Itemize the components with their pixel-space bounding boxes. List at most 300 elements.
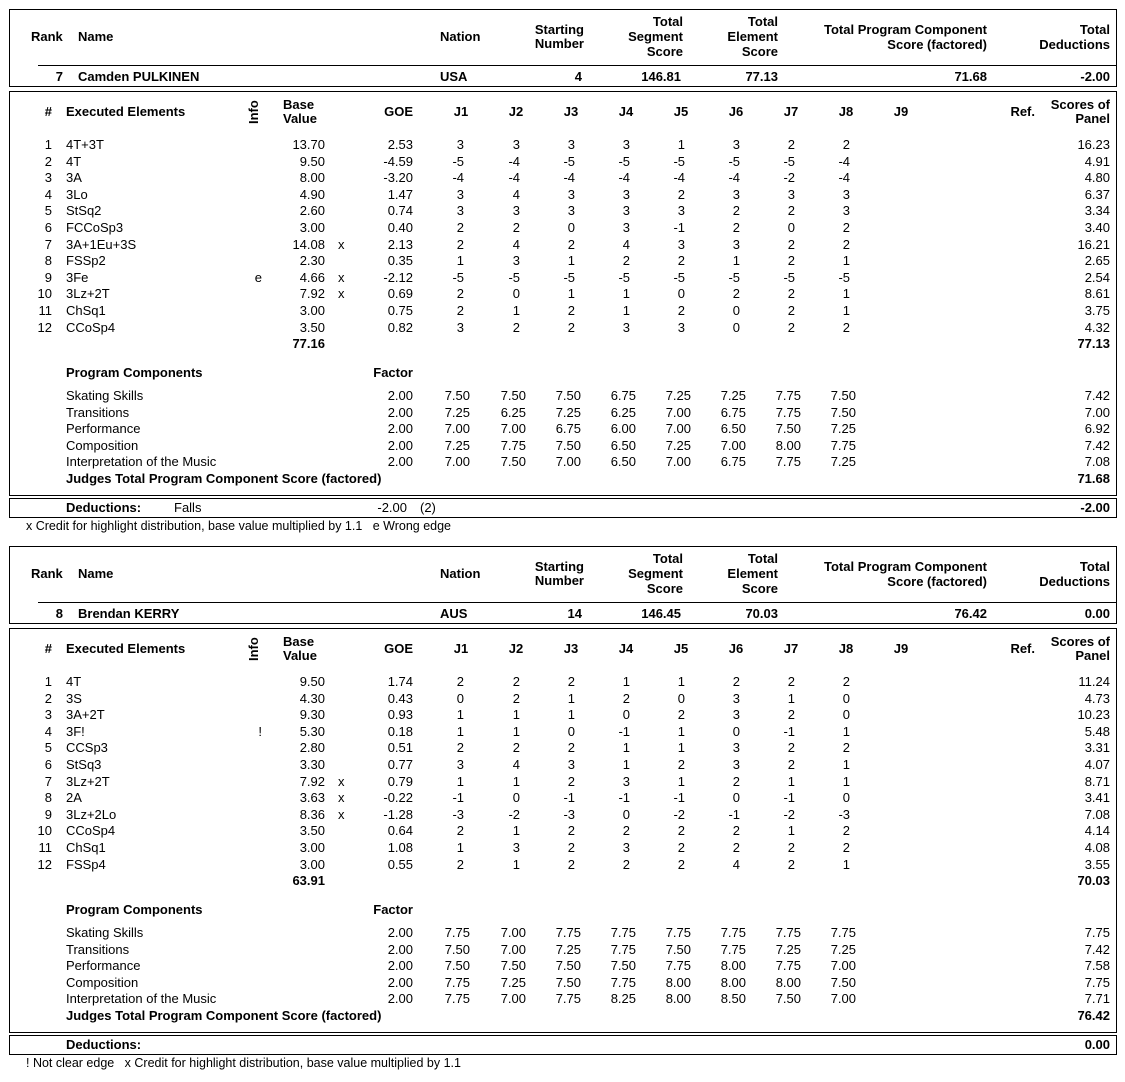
scores-of-panel-label: Panel (1075, 111, 1110, 126)
judge-8-label: J8 (838, 641, 854, 656)
element-judge-score: 3 (456, 187, 464, 202)
component-judge-score: 7.50 (500, 454, 526, 469)
element-judge-score: 0 (732, 790, 740, 805)
component-judge-score: 7.75 (775, 958, 801, 973)
element-judge-score: 1 (842, 857, 850, 872)
total-element-score-label: Total (747, 14, 778, 29)
component-judge-score: 7.00 (830, 958, 856, 973)
element-panel-score: 4.73 (1084, 691, 1110, 706)
element-base-value: 3.30 (299, 757, 325, 772)
element-goe: 0.51 (387, 740, 413, 755)
component-name: Transitions (66, 405, 130, 420)
element-info: e (254, 270, 262, 285)
component-name: Performance (66, 421, 141, 436)
element-judge-score: 2 (787, 203, 795, 218)
element-judge-score: 1 (622, 286, 630, 301)
element-goe: 0.79 (387, 774, 413, 789)
total-segment-score-label: Segment (628, 566, 683, 581)
total-deductions-label: Total (1079, 559, 1110, 574)
component-judge-score: 7.00 (500, 942, 526, 957)
component-judge-score: 6.75 (720, 405, 746, 420)
element-judge-score: 0 (677, 286, 685, 301)
element-judge-score: 2 (456, 220, 464, 235)
element-judge-score: 1 (622, 740, 630, 755)
element-number: 1 (44, 674, 52, 689)
element-goe: 0.74 (387, 203, 413, 218)
component-score: 7.71 (1084, 991, 1110, 1006)
component-judge-score: 8.00 (665, 975, 691, 990)
ref-label: Ref. (1010, 104, 1035, 119)
element-number: 1 (44, 137, 52, 152)
element-code: 3F! (66, 724, 85, 739)
element-code: FCCoSp3 (66, 220, 124, 235)
element-code: 3S (66, 691, 82, 706)
element-judge-score: -5 (618, 270, 630, 285)
element-code: StSq3 (66, 757, 102, 772)
element-judge-score: 2 (677, 823, 685, 838)
deduction-value: -2.00 (377, 500, 407, 515)
component-factor: 2.00 (387, 958, 413, 973)
component-score: 7.08 (1084, 454, 1110, 469)
element-code: 3Lo (66, 187, 88, 202)
component-judge-score: 7.75 (775, 405, 801, 420)
component-judge-score: 6.50 (610, 438, 636, 453)
info-label: Info (246, 100, 261, 124)
element-judge-score: -4 (508, 170, 520, 185)
name-label: Name (78, 566, 114, 581)
element-number: 2 (44, 691, 52, 706)
element-judge-score: 3 (456, 137, 464, 152)
element-judge-score: 2 (842, 840, 850, 855)
component-judge-score: 7.75 (775, 388, 801, 403)
element-number: 12 (37, 320, 52, 335)
element-judge-score: 2 (512, 740, 520, 755)
element-judge-score: 2 (567, 303, 575, 318)
element-panel-score: 4.80 (1084, 170, 1110, 185)
element-judge-score: 1 (677, 724, 685, 739)
element-judge-score: 2 (456, 823, 464, 838)
element-number: 8 (44, 790, 52, 805)
element-goe: 0.69 (387, 286, 413, 301)
component-judge-score: 8.25 (610, 991, 636, 1006)
element-goe: -3.20 (383, 170, 413, 185)
element-judge-score: 2 (787, 707, 795, 722)
element-number: 4 (44, 187, 52, 202)
element-number: 6 (44, 757, 52, 772)
element-judge-score: 3 (567, 203, 575, 218)
element-judge-score: 1 (622, 757, 630, 772)
component-judge-score: 7.25 (555, 942, 581, 957)
element-goe: 2.13 (387, 237, 413, 252)
judge-1-label: J1 (453, 104, 469, 119)
element-judge-score: 3 (456, 203, 464, 218)
element-judge-score: -1 (673, 220, 685, 235)
component-score: 6.92 (1084, 421, 1110, 436)
deduction-type: Falls (174, 500, 202, 515)
element-judge-score: 1 (842, 253, 850, 268)
element-judge-score: -5 (508, 270, 520, 285)
element-number: 11 (38, 840, 52, 855)
judges-total-pcs-value: 76.42 (1077, 1008, 1110, 1023)
skater-total-segment-score: 146.81 (641, 69, 681, 84)
element-panel-score: 4.91 (1084, 154, 1110, 169)
element-judge-score: 3 (622, 840, 630, 855)
component-factor: 2.00 (387, 388, 413, 403)
element-judge-score: -5 (673, 154, 685, 169)
element-judge-score: 2 (787, 303, 795, 318)
component-judge-score: 7.75 (610, 975, 636, 990)
element-code: 3A+1Eu+3S (66, 237, 137, 252)
total-pcs-label: Score (factored) (887, 37, 987, 52)
element-judge-score: 3 (732, 691, 740, 706)
element-judge-score: 0 (512, 286, 520, 301)
element-judge-score: 0 (622, 707, 630, 722)
skater-total-element-score: 70.03 (745, 606, 778, 621)
element-bonus-mark: x (338, 237, 345, 252)
element-judge-score: 1 (677, 674, 685, 689)
element-base-value: 5.30 (299, 724, 325, 739)
element-base-value: 4.66 (299, 270, 325, 285)
element-panel-score: 4.08 (1084, 840, 1110, 855)
base-value-total: 77.16 (292, 336, 325, 351)
element-goe: 0.18 (387, 724, 413, 739)
element-judge-score: 4 (732, 857, 740, 872)
element-judge-score: 2 (456, 857, 464, 872)
element-goe: 1.74 (387, 674, 413, 689)
element-panel-score: 7.08 (1084, 807, 1110, 822)
element-code: CCoSp4 (66, 823, 116, 838)
element-judge-score: -4 (563, 170, 575, 185)
element-base-value: 3.63 (299, 790, 325, 805)
element-judge-score: 4 (512, 757, 520, 772)
element-judge-score: 1 (567, 286, 575, 301)
element-judge-score: 2 (842, 740, 850, 755)
component-judge-score: 7.25 (830, 454, 856, 469)
component-judge-score: 7.50 (775, 421, 801, 436)
ref-label: Ref. (1010, 641, 1035, 656)
element-judge-score: -4 (673, 170, 685, 185)
component-judge-score: 7.75 (775, 925, 801, 940)
component-factor: 2.00 (387, 975, 413, 990)
element-judge-score: 1 (622, 674, 630, 689)
component-judge-score: 7.50 (555, 958, 581, 973)
element-judge-score: -1 (728, 807, 740, 822)
element-judge-score: 2 (787, 320, 795, 335)
element-number: 5 (44, 203, 52, 218)
element-base-value: 3.00 (299, 857, 325, 872)
element-judge-score: 0 (732, 320, 740, 335)
judge-7-label: J7 (783, 641, 799, 656)
element-judge-score: -2 (783, 807, 795, 822)
component-judge-score: 7.75 (555, 991, 581, 1006)
component-judge-score: 7.50 (444, 958, 470, 973)
component-judge-score: 7.50 (555, 438, 581, 453)
judge-6-label: J6 (728, 104, 744, 119)
component-judge-score: 7.75 (720, 925, 746, 940)
element-panel-score: 3.31 (1084, 740, 1110, 755)
element-judge-score: 2 (567, 237, 575, 252)
component-judge-score: 7.50 (830, 975, 856, 990)
component-judge-score: 6.75 (720, 454, 746, 469)
element-code: 3Lz+2Lo (66, 807, 117, 822)
element-panel-score: 16.23 (1077, 137, 1110, 152)
component-judge-score: 7.00 (500, 991, 526, 1006)
component-factor: 2.00 (387, 925, 413, 940)
component-score: 7.75 (1084, 925, 1110, 940)
element-judge-score: -1 (452, 790, 464, 805)
element-judge-score: 1 (677, 740, 685, 755)
skater-header-separator (38, 65, 1117, 66)
element-panel-score: 4.32 (1084, 320, 1110, 335)
rank-label: Rank (31, 566, 63, 581)
element-judge-score: 3 (512, 137, 520, 152)
total-element-score-label: Total (747, 551, 778, 566)
component-judge-score: 8.00 (775, 975, 801, 990)
element-panel-score: 11.24 (1078, 674, 1110, 689)
element-judge-score: 2 (622, 857, 630, 872)
element-judge-score: 2 (512, 220, 520, 235)
panel-score-total: 70.03 (1077, 873, 1110, 888)
component-judge-score: 7.50 (665, 942, 691, 957)
component-factor: 2.00 (387, 421, 413, 436)
component-judge-score: 7.75 (500, 438, 526, 453)
element-code: 2A (66, 790, 82, 805)
element-judge-score: 0 (842, 707, 850, 722)
element-goe: 0.43 (387, 691, 413, 706)
element-judge-score: 2 (787, 840, 795, 855)
skater-total-pcs: 71.68 (954, 69, 987, 84)
element-code: CCoSp4 (66, 320, 116, 335)
element-code: StSq2 (66, 203, 102, 218)
judge-3-label: J3 (563, 104, 579, 119)
element-panel-score: 8.61 (1084, 286, 1110, 301)
element-code: ChSq1 (66, 303, 106, 318)
total-segment-score-label: Score (646, 44, 683, 59)
scores-of-panel-label: Panel (1075, 648, 1110, 663)
element-judge-score: 3 (567, 187, 575, 202)
element-panel-score: 5.48 (1084, 724, 1110, 739)
element-judge-score: 2 (842, 674, 850, 689)
element-judge-score: -5 (563, 154, 575, 169)
element-judge-score: -1 (618, 790, 630, 805)
element-judge-score: 3 (732, 740, 740, 755)
total-pcs-label: Total Program Component (824, 22, 987, 37)
judges-total-pcs-label: Judges Total Program Component Score (factored) (66, 471, 382, 486)
judge-9-label: J9 (893, 641, 909, 656)
skater-total-element-score: 77.13 (745, 69, 778, 84)
element-judge-score: 2 (512, 691, 520, 706)
element-judge-score: 3 (677, 237, 685, 252)
component-name: Composition (66, 975, 139, 990)
element-judge-score: 0 (732, 303, 740, 318)
factor-label: Factor (373, 902, 413, 917)
element-judge-score: 2 (677, 840, 685, 855)
deductions-box (9, 1035, 1117, 1055)
deduction-total: -2.00 (1080, 500, 1110, 515)
total-element-score-label: Score (741, 44, 778, 59)
executed-elements-label: Executed Elements (66, 104, 186, 119)
component-judge-score: 7.00 (830, 991, 856, 1006)
element-judge-score: 1 (732, 253, 740, 268)
element-bonus-mark: x (338, 790, 345, 805)
element-judge-score: 1 (512, 774, 520, 789)
judge-6-label: J6 (728, 641, 744, 656)
component-judge-score: 7.50 (610, 958, 636, 973)
component-judge-score: 7.50 (444, 388, 470, 403)
element-judge-score: 3 (732, 757, 740, 772)
element-goe: 0.40 (387, 220, 413, 235)
element-panel-score: 2.65 (1084, 253, 1110, 268)
component-factor: 2.00 (387, 991, 413, 1006)
skater-total-deductions: -2.00 (1080, 69, 1110, 84)
judge-9-label: J9 (893, 104, 909, 119)
element-goe: 0.55 (387, 857, 413, 872)
nation-label: Nation (440, 566, 481, 581)
element-judge-score: 3 (732, 237, 740, 252)
element-panel-score: 4.14 (1084, 823, 1110, 838)
component-judge-score: 7.75 (610, 925, 636, 940)
element-judge-score: 1 (567, 707, 575, 722)
component-judge-score: 7.00 (665, 405, 691, 420)
skater-starting-number: 14 (567, 606, 582, 621)
component-judge-score: 6.25 (500, 405, 526, 420)
base-value-label: Value (283, 648, 317, 663)
element-judge-score: -2 (783, 170, 795, 185)
judges-total-pcs-value: 71.68 (1077, 471, 1110, 486)
skater-nation: USA (440, 69, 468, 84)
judge-1-label: J1 (453, 641, 469, 656)
scores-of-panel-label: Scores of (1050, 97, 1110, 112)
total-pcs-label: Total Program Component (824, 559, 987, 574)
element-number: 11 (38, 303, 52, 318)
component-judge-score: 7.25 (830, 421, 856, 436)
starting-number-label: Starting (534, 22, 584, 37)
skater-header-separator (38, 602, 1117, 603)
element-judge-score: 3 (732, 707, 740, 722)
component-factor: 2.00 (387, 405, 413, 420)
skater-starting-number: 4 (574, 69, 582, 84)
component-score: 7.42 (1084, 942, 1110, 957)
element-judge-score: -4 (728, 170, 740, 185)
element-base-value: 3.50 (299, 320, 325, 335)
component-score: 7.00 (1084, 405, 1110, 420)
component-judge-score: 6.75 (555, 421, 581, 436)
component-judge-score: 7.00 (665, 454, 691, 469)
component-name: Performance (66, 958, 141, 973)
element-judge-score: -3 (838, 807, 850, 822)
component-judge-score: 7.00 (720, 438, 746, 453)
element-judge-score: 0 (677, 691, 685, 706)
element-judge-score: 2 (677, 187, 685, 202)
element-judge-score: -1 (618, 724, 630, 739)
goe-label: GOE (384, 641, 413, 656)
element-base-value: 3.00 (299, 220, 325, 235)
element-base-value: 2.80 (299, 740, 325, 755)
element-judge-score: 2 (567, 823, 575, 838)
element-judge-score: 1 (677, 774, 685, 789)
element-judge-score: 4 (512, 187, 520, 202)
program-components-label: Program Components (66, 365, 203, 380)
footnote: x Credit for highlight distribution, base value multiplied by 1.1 e Wrong edge (26, 519, 452, 533)
element-judge-score: -5 (673, 270, 685, 285)
element-goe: 0.93 (387, 707, 413, 722)
program-components-label: Program Components (66, 902, 203, 917)
element-judge-score: 2 (842, 137, 850, 152)
element-judge-score: -4 (838, 154, 850, 169)
element-judge-score: 3 (787, 187, 795, 202)
element-judge-score: 3 (732, 187, 740, 202)
element-judge-score: 2 (512, 320, 520, 335)
panel-score-total: 77.13 (1077, 336, 1110, 351)
element-judge-score: 0 (842, 691, 850, 706)
component-judge-score: 7.25 (500, 975, 526, 990)
component-judge-score: 7.75 (830, 925, 856, 940)
element-judge-score: 1 (842, 303, 850, 318)
element-judge-score: 2 (787, 740, 795, 755)
element-bonus-mark: x (338, 774, 345, 789)
component-judge-score: 7.50 (830, 388, 856, 403)
element-judge-score: 2 (567, 774, 575, 789)
component-judge-score: 8.00 (775, 438, 801, 453)
element-judge-score: 2 (787, 137, 795, 152)
element-judge-score: 3 (622, 187, 630, 202)
total-deductions-label: Deductions (1039, 37, 1110, 52)
deductions-label: Deductions: (66, 500, 142, 515)
judge-4-label: J4 (618, 641, 634, 656)
skater-total-deductions: 0.00 (1084, 606, 1110, 621)
component-judge-score: 7.50 (500, 958, 526, 973)
element-judge-score: 2 (456, 286, 464, 301)
element-judge-score: 2 (677, 707, 685, 722)
element-judge-score: 2 (732, 840, 740, 855)
component-name: Interpretation of the Music (66, 454, 217, 469)
component-name: Composition (66, 438, 139, 453)
element-panel-score: 3.41 (1084, 790, 1110, 805)
element-judge-score: 2 (787, 286, 795, 301)
element-judge-score: -5 (728, 154, 740, 169)
goe-label: GOE (384, 104, 413, 119)
element-base-value: 9.30 (299, 707, 325, 722)
component-judge-score: 7.75 (665, 958, 691, 973)
element-judge-score: 2 (567, 840, 575, 855)
element-judge-score: 2 (732, 203, 740, 218)
element-base-value: 4.30 (299, 691, 325, 706)
element-panel-score: 6.37 (1084, 187, 1110, 202)
component-name: Skating Skills (66, 388, 144, 403)
element-judge-score: 3 (567, 137, 575, 152)
element-number: 3 (44, 170, 52, 185)
rank-label: Rank (31, 29, 63, 44)
element-number: 3 (44, 707, 52, 722)
component-score: 7.75 (1084, 975, 1110, 990)
element-number: 9 (44, 807, 52, 822)
element-panel-score: 3.34 (1084, 203, 1110, 218)
element-judge-score: 2 (732, 774, 740, 789)
component-judge-score: 8.50 (720, 991, 746, 1006)
total-pcs-label: Score (factored) (887, 574, 987, 589)
element-judge-score: 2 (512, 674, 520, 689)
component-judge-score: 8.00 (665, 991, 691, 1006)
executed-elements-label: Executed Elements (66, 641, 186, 656)
element-number: 10 (37, 823, 52, 838)
element-judge-score: 2 (787, 237, 795, 252)
component-judge-score: 7.00 (500, 925, 526, 940)
element-judge-score: 2 (677, 757, 685, 772)
starting-number-label: Starting (534, 559, 584, 574)
element-judge-score: -4 (452, 170, 464, 185)
element-goe: 0.82 (387, 320, 413, 335)
element-judge-score: 3 (512, 840, 520, 855)
